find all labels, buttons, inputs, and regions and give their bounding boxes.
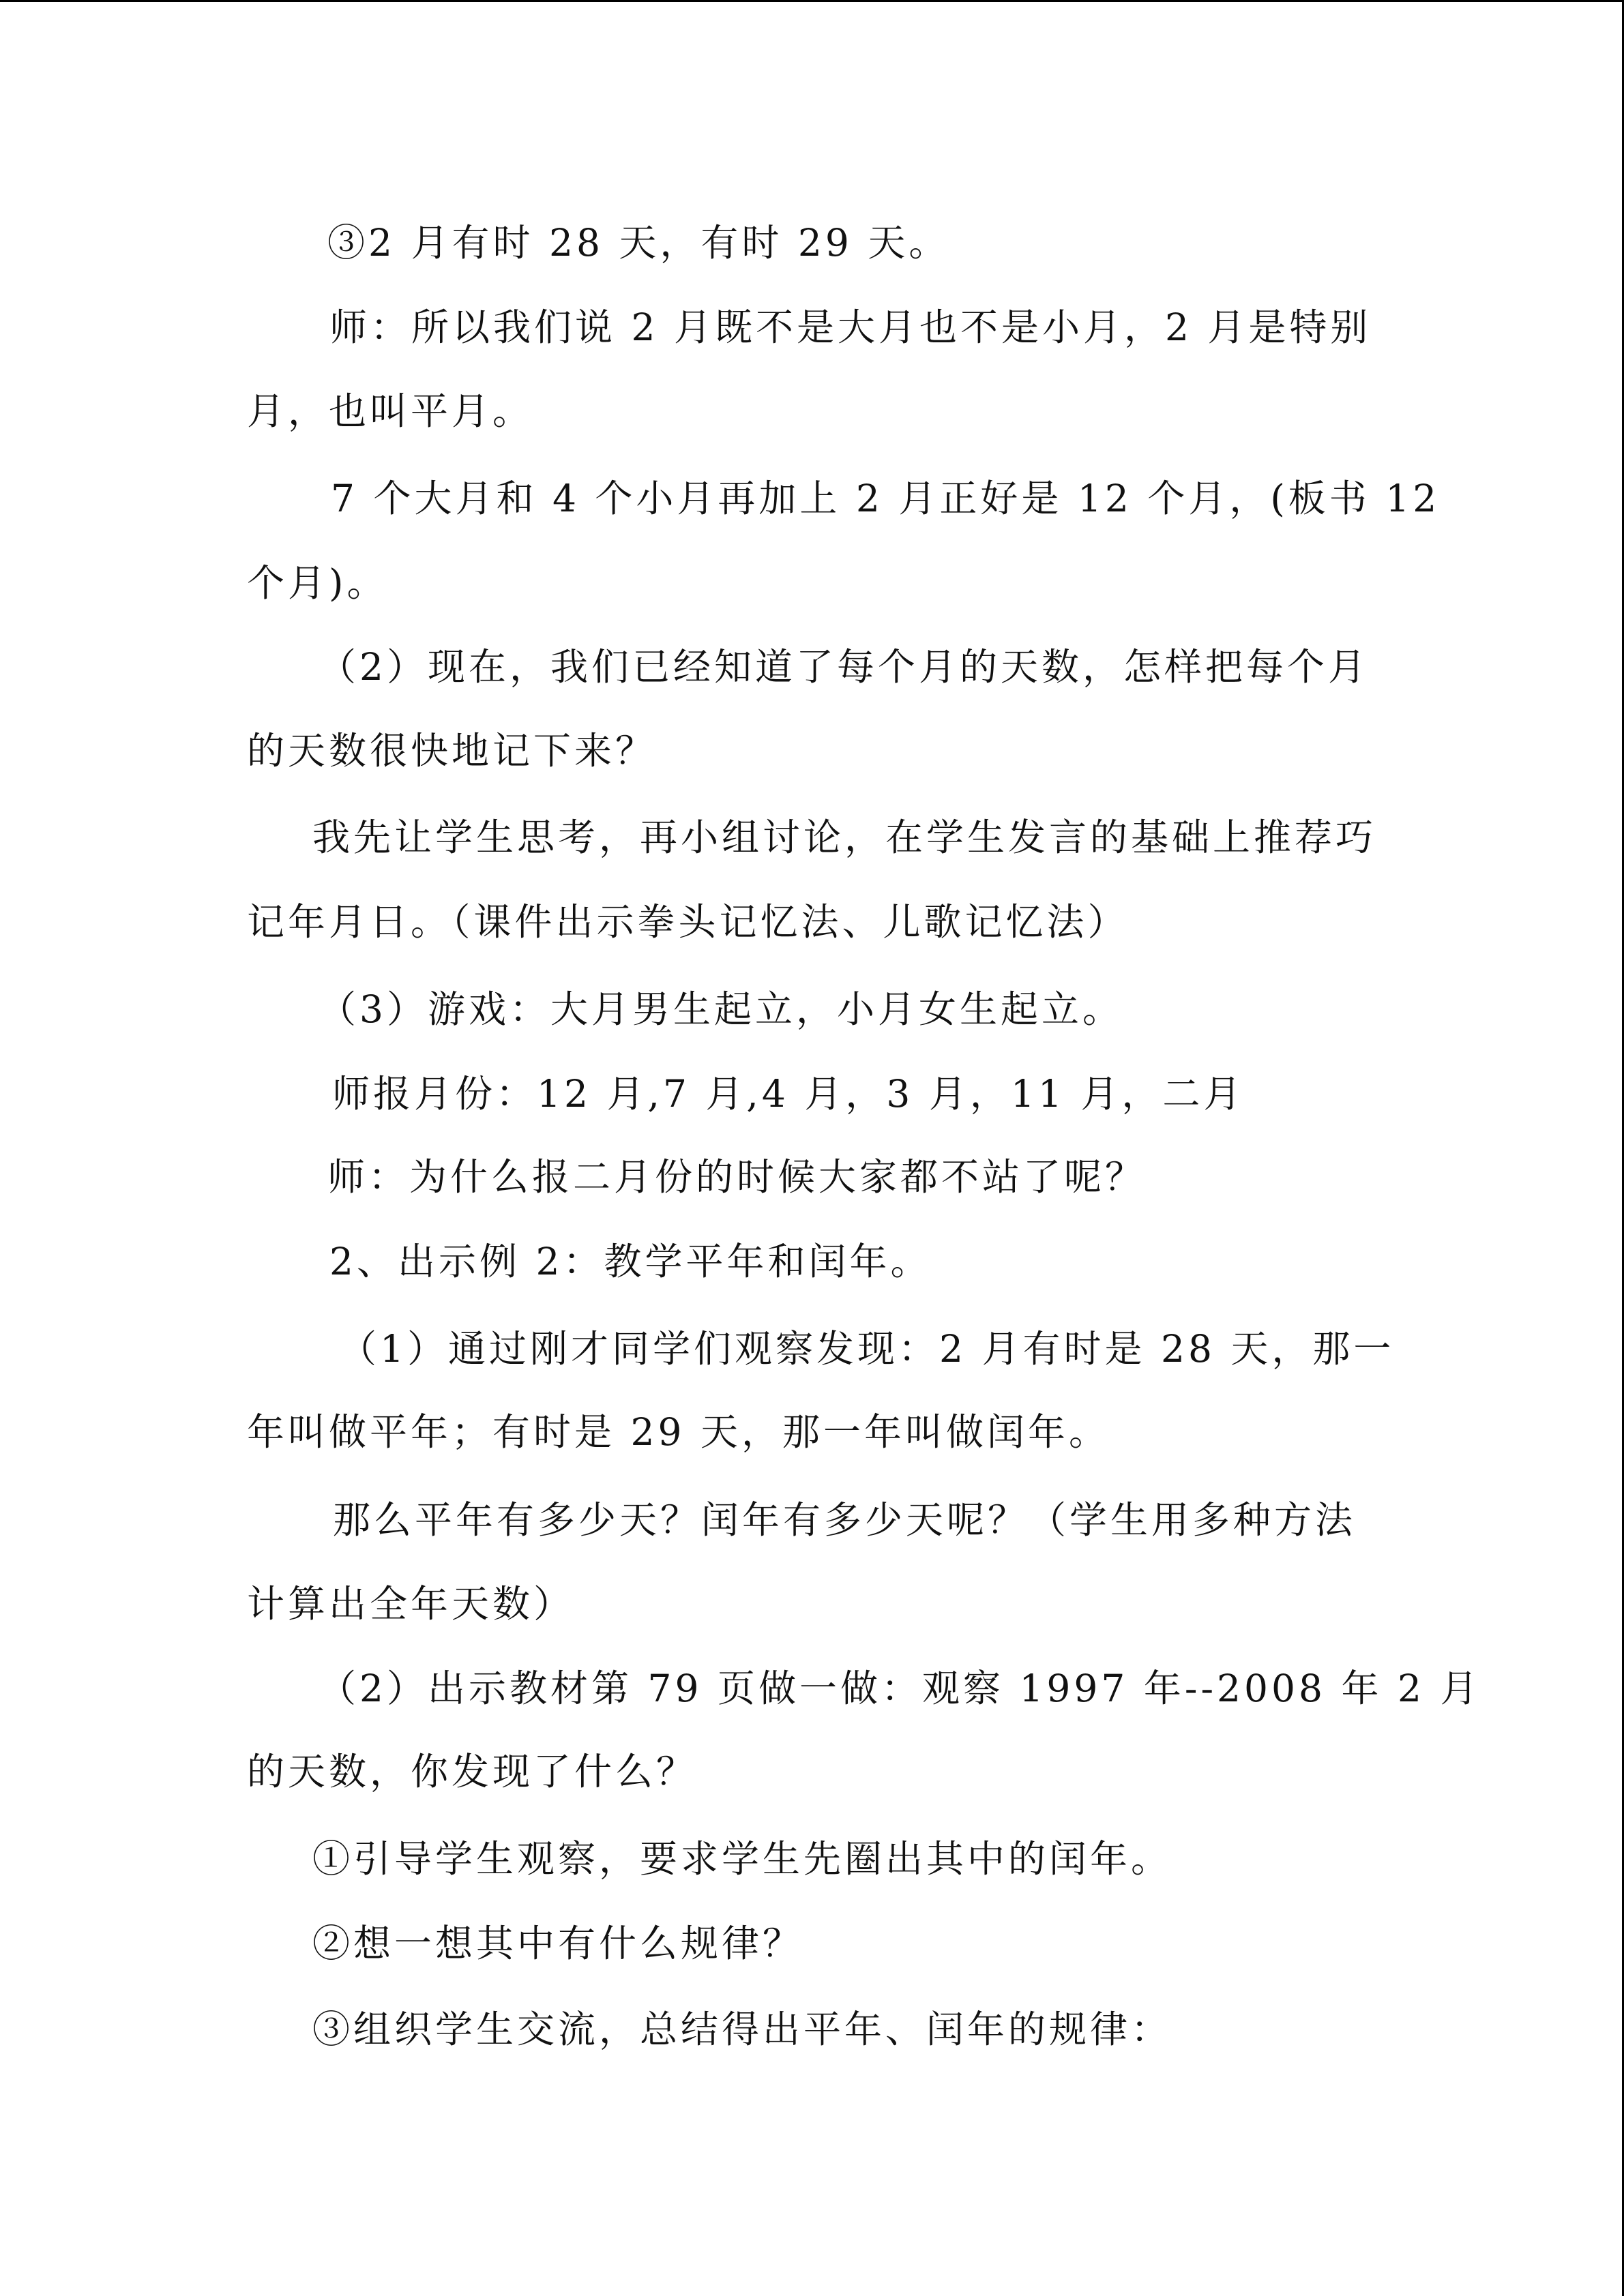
text-line: 那么平年有多少天？闰年有多少天呢？（学生用多种方法 <box>333 1498 1357 1542</box>
text-line: 记年月日。（课件出示拳头记忆法、儿歌记忆法） <box>247 900 1129 944</box>
text-line: 我先让学生思考，再小组讨论，在学生发言的基础上推荐巧 <box>312 816 1377 859</box>
text-line: 师：为什么报二月份的时候大家都不站了呢？ <box>327 1155 1147 1199</box>
text-line: 师报月份：12 月,7 月,4 月，3 月，11 月，二月 <box>332 1072 1245 1116</box>
text-line: （1）通过刚才同学们观察发现：2 月有时是 28 天，那一 <box>339 1327 1395 1371</box>
text-line: 的天数很快地记下来？ <box>247 729 657 773</box>
text-line: （2）现在，我们已经知道了每个月的天数，怎样把每个月 <box>319 645 1369 689</box>
text-line: 个月)。 <box>247 561 388 605</box>
text-line: ①引导学生观察，要求学生先圈出其中的闰年。 <box>312 1837 1172 1881</box>
text-line: ③组织学生交流，总结得出平年、闰年的规律： <box>312 2008 1172 2051</box>
text-line: 的天数，你发现了什么？ <box>247 1750 698 1793</box>
text-line: 7 个大月和 4 个小月再加上 2 月正好是 12 个月，(板书 12 <box>331 477 1441 520</box>
text-line: （2）出示教材第 79 页做一做：观察 1997 年--2008 年 2 月 <box>319 1667 1481 1710</box>
text-line: 2、出示例 2：教学平年和闰年。 <box>329 1240 932 1283</box>
text-line: （3）游戏：大月男生起立，小月女生起立。 <box>319 987 1123 1031</box>
text-line: 计算出全年天数） <box>247 1582 575 1626</box>
text-line: 月，也叫平月。 <box>247 389 534 433</box>
text-line: 师：所以我们说 2 月既不是大月也不是小月，2 月是特别 <box>329 305 1372 349</box>
text-line: 年叫做平年；有时是 29 天，那一年叫做闰年。 <box>247 1410 1110 1454</box>
text-line: ③2 月有时 28 天，有时 29 天。 <box>327 221 950 265</box>
text-line: ②想一想其中有什么规律？ <box>312 1922 804 1965</box>
